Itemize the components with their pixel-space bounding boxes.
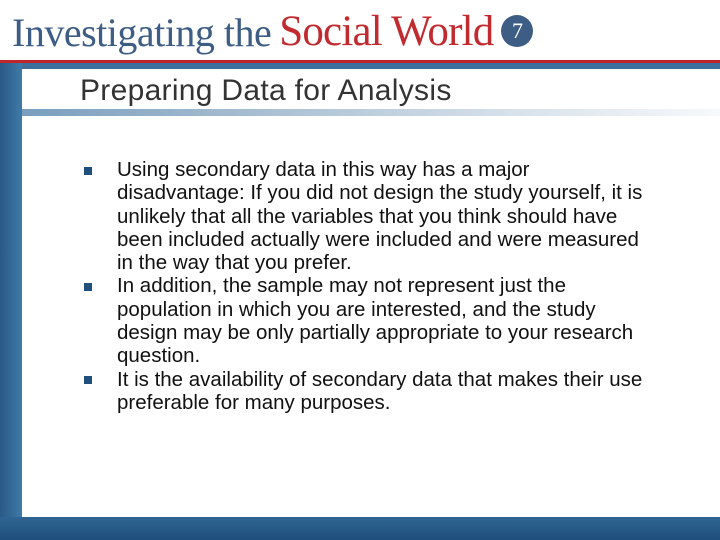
header-banner xyxy=(0,0,720,62)
book-title-part2: Social World xyxy=(279,8,494,55)
bullet-item xyxy=(0,274,652,367)
book-title-logo xyxy=(12,4,533,56)
bullet-item xyxy=(0,368,652,415)
bullet-text: It is the availability of secondary data that makes their use preferable for many purposes. xyxy=(117,367,643,414)
square-bullet-icon xyxy=(84,167,92,175)
bullet-text: In addition, the sample may not represent just the population in which you are interested, and the study design may be only partially appropriate to your research question. xyxy=(117,274,634,368)
bullet-item xyxy=(0,158,652,274)
slide-title: Preparing Data for Analysis xyxy=(80,74,452,107)
bullet-list xyxy=(0,158,652,414)
square-bullet-icon xyxy=(84,376,92,384)
bottom-frame-bar xyxy=(0,517,720,540)
square-bullet-icon xyxy=(84,283,92,291)
book-title-part1: Investigating the xyxy=(12,10,272,55)
bullet-text: Using secondary data in this way has a major disadvantage: If you did not design the study yourself, it is unlikely that all the variables that you think should have been included actually were included and were measured in the way that you prefer. xyxy=(117,158,643,275)
chapter-number-badge: 7 xyxy=(501,15,533,47)
title-underline-rule xyxy=(22,109,720,116)
